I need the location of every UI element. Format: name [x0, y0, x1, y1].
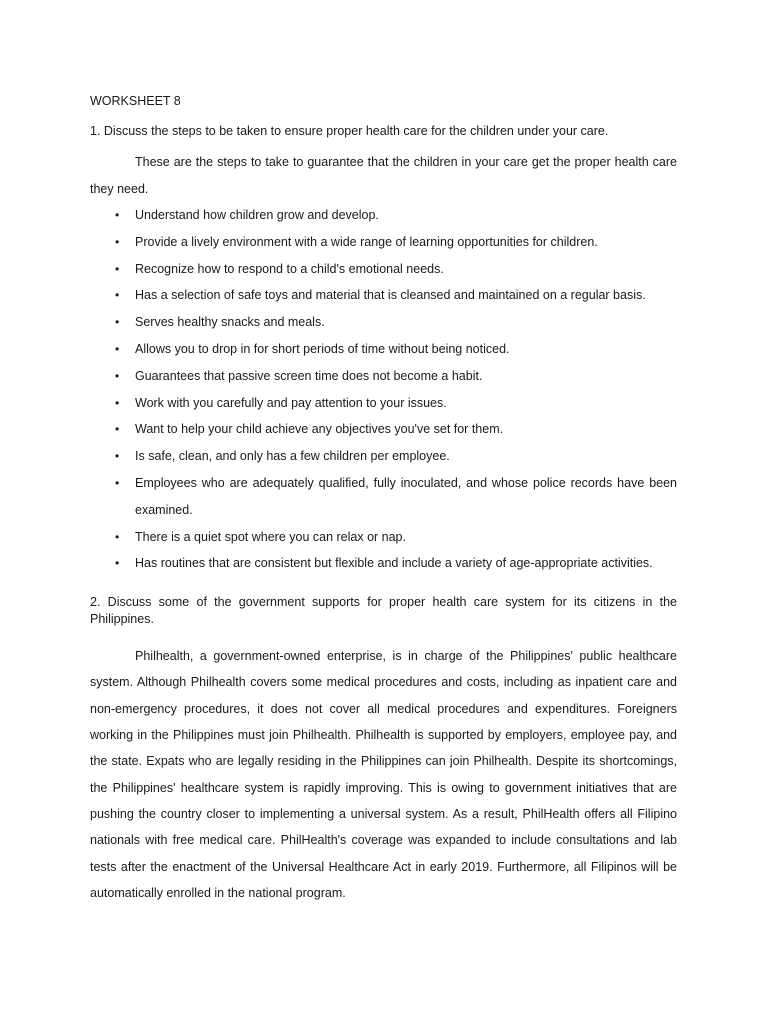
list-item: • Has a selection of safe toys and material that is cleansed and maintained on a regular basis. [90, 282, 677, 309]
document-page [90, 92, 677, 906]
bullet-icon: • [115, 288, 120, 303]
list-item: • Allows you to drop in for short periods of time without being noticed. [90, 336, 677, 363]
bullet-icon: • [115, 368, 120, 383]
bullet-icon: • [115, 261, 120, 276]
bullet-icon: • [115, 315, 120, 330]
list-item: • Has routines that are consistent but flexible and include a variety of age-appropriate activities. [90, 550, 677, 577]
bullet-icon: • [115, 208, 120, 222]
list-item: • Provide a lively environment with a wide range of learning opportunities for children. [90, 229, 677, 256]
question-1-bullet-list [90, 202, 677, 577]
list-item: • Serves healthy snacks and meals. [90, 309, 677, 336]
bullet-icon: • [115, 341, 120, 356]
bullet-icon: • [115, 475, 120, 490]
bullet-icon: • [115, 422, 120, 437]
bullet-icon: • [115, 234, 120, 249]
list-item: • Guarantees that passive screen time does not become a habit. [90, 363, 677, 390]
bullet-icon: • [115, 529, 120, 544]
bullet-icon: • [115, 449, 120, 464]
bullet-icon: • [115, 556, 120, 571]
list-item: • Recognize how to respond to a child's emotional needs. [90, 256, 677, 283]
list-item: • There is a quiet spot where you can relax or nap. [90, 524, 677, 551]
list-item: • Employees who are adequately qualified, fully inoculated, and whose police records have been examined. [90, 470, 677, 524]
list-item: • Work with you carefully and pay attention to your issues. [90, 390, 677, 417]
question-1-intro: These are the steps to take to guarantee that the children in your care get the proper health care they need. [90, 155, 677, 196]
question-2: 2. Discuss some of the government supports for proper health care system for its citizens in the Philippines. [90, 595, 677, 627]
list-item: • Is safe, clean, and only has a few children per employee. [90, 443, 677, 470]
question-1: 1. Discuss the steps to be taken to ensure proper health care for the children under your care. [90, 124, 609, 138]
list-item: • Want to help your child achieve any objectives you've set for them. [90, 416, 677, 443]
question-2-answer: Philhealth, a government-owned enterprise, is in charge of the Philippines' public healthcare system. Although Philhealth covers some medical procedures and costs, including as inpatient care and non-emergency procedures, it does not cover all medical procedures and expenditures. Foreigners working in the Philippines must join Philhealth. Philhealth is supported by employers, employee pay, and the state. Expats who are legally residing in the Philippines can join Philhealth. Despite its shortcomings, the Philippines' healthcare system is rapidly improving. This is owing to government initiatives that are pushing the country closer to implementing a universal system. As a result, PhilHealth offers all Filipino nationals with free medical care. PhilHealth's coverage was expanded to include consultations and lab tests after the enactment of the Universal Healthcare Act in early 2019. Furthermore, all Filipinos will be automatically enrolled in the national program. [90, 649, 677, 900]
bullet-icon: • [115, 395, 120, 410]
worksheet-title: WORKSHEET 8 [90, 94, 181, 108]
list-item: • Understand how children grow and develop. [90, 202, 677, 229]
